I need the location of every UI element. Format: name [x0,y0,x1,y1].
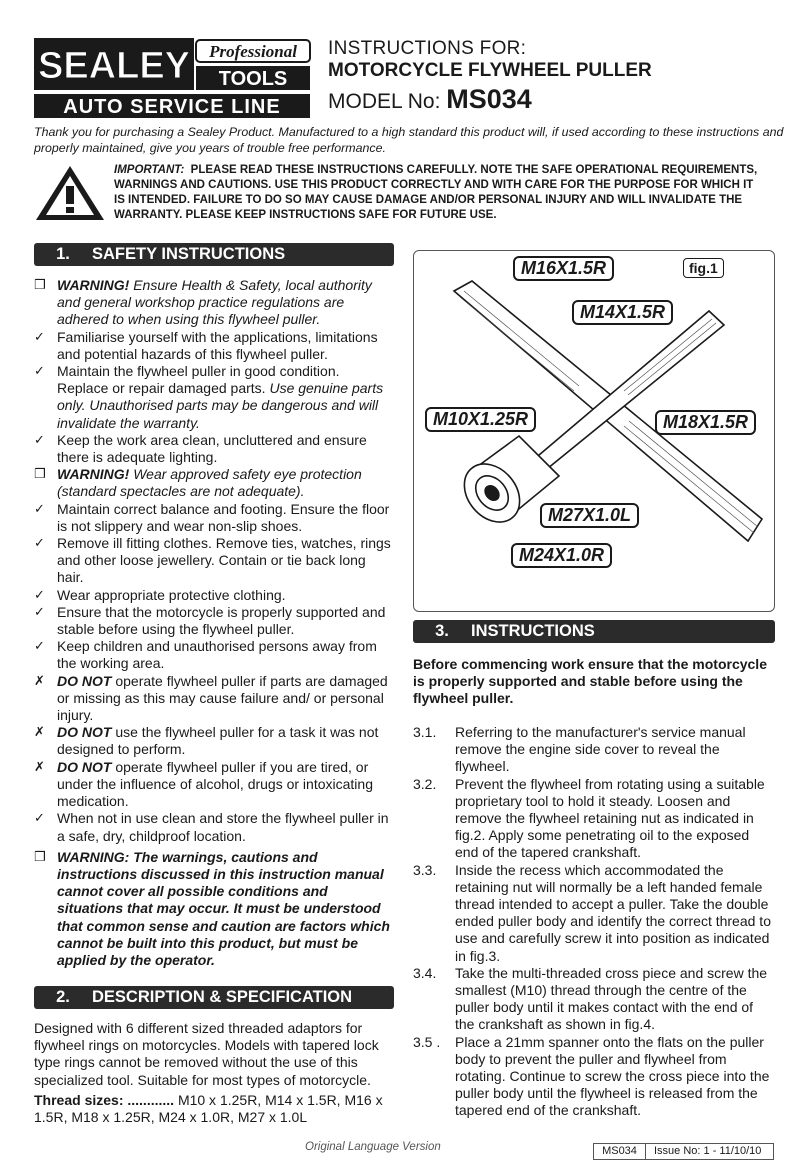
step-number: 3.2. [413,775,437,792]
brand-tools: TOOLS [218,68,288,90]
list-item [34,535,394,587]
instruction-step [413,1034,775,1120]
footer-issue: Issue No: 1 - 11/10/10 [654,1145,762,1157]
instruction-step [413,724,775,776]
thread-sizes-label: Thread sizes: ............ [34,1092,175,1108]
instructions-steps [413,724,775,1120]
item-text: Keep children and unauthorised persons away from the working area. [57,638,377,672]
item-text: Ensure Health & Safety, local authority and general workshop practice regulations are adhered to when using this flywheel puller. [57,277,372,328]
list-item [34,673,394,725]
item-text: When not in use clean and store the flywheel puller in a safe, dry, childproof location. [57,810,389,844]
warning-lead: DO NOT [57,672,112,689]
model-line [328,84,532,115]
warning-lead: DO NOT [57,758,112,775]
sealey-logo [34,38,312,120]
section-number: 1. [56,245,70,263]
step-text: Take the multi-threaded cross piece and screw the smallest (M10) thread through the centre of the puller body until it makes contact with the end of the crankshaft as shown in fig.4. [455,964,768,1033]
step-text: Referring to the manufacturer's service manual remove the engine side cover to reveal the flywheel. [455,724,746,775]
item-text: Maintain correct balance and footing. Ensure the floor is not slippery and wear non-slip shoes. [57,500,390,534]
model-number: MS034 [446,84,532,114]
thread-label-m24: M24X1.0R [511,543,612,568]
section-3-header [413,620,775,643]
item-text: Maintain the flywheel puller in good condition. Replace or repair damaged parts. [57,363,340,397]
checkmark-icon: ✓ [34,432,45,448]
list-item [34,501,394,535]
step-text: Inside the recess which accommodated the retaining nut will normally be a left handed female thread intended to accept a puller. Take the double ended puller body and identify the correct thread to use and carefully screw it into position as indicated in fig.3. [455,861,771,964]
section-title: SAFETY INSTRUCTIONS [92,245,286,263]
item-text: use the flywheel puller for a task it was not designed to perform. [57,724,379,758]
section-title: DESCRIPTION & SPECIFICATION [92,988,353,1006]
cross-icon: ✗ [34,673,45,689]
thread-label-m14: M14X1.5R [572,300,673,325]
item-text: operate flywheel puller if parts are damaged or missing as this may cause failure and/ or personal injury. [57,672,388,724]
checkbox-icon: ❒ [34,278,46,293]
item-text-italic: Use genuine parts only. Unauthorised parts may be dangerous and will invalidate the warranty. [57,380,384,431]
checkbox-icon: ❒ [34,467,46,483]
checkmark-icon: ✓ [34,811,45,827]
thanks-text: Thank you for purchasing a Sealey Product. Manufactured to a high standard this product will, if used according to these instructions and properly maintained, give you years of trouble free performance. [34,125,784,155]
item-text: operate flywheel puller if you are tired, or under the influence of alcohol, drugs or intoxicating medication. [57,758,373,810]
important-body: PLEASE READ THESE INSTRUCTIONS CAREFULLY. NOTE THE SAFE OPERATIONAL REQUIREMENTS, WARNINGS AND CAUTIONS. USE THIS PRODUCT CORRECTLY AND WITH CARE FOR THE PURPOSE FOR WHICH IT IS INTENDED. FAILURE TO DO SO MAY CAUSE DAMAGE AND/OR PERSONAL INJURY AND WILL INVALIDATE THE WARRANTY. PLEASE KEEP INSTRUCTIONS SAFE FOR FUTURE USE. [114,164,758,221]
item-text: Familiarise yourself with the applications, limitations and potential hazards of this flywheel puller. [57,328,378,362]
section-1-header [34,243,394,266]
thread-label-m10: M10X1.25R [425,407,536,432]
checkmark-icon: ✓ [34,364,45,380]
section-number: 2. [56,988,70,1006]
section-title: INSTRUCTIONS [471,622,595,640]
thread-sizes-text: M10 x 1.25R, M14 x 1.5R, M16 x 1.5R, M18 x 1.25R, M24 x 1.0R, M27 x 1.0L [34,1092,383,1126]
title-line-2: MOTORCYCLE FLYWHEEL PULLER [328,60,652,81]
figure-label: fig.1 [683,258,724,278]
list-item [34,277,394,329]
checkmark-icon: ✓ [34,639,45,655]
list-item [34,363,394,432]
thread-label-m18: M18X1.5R [655,410,756,435]
cross-icon: ✗ [34,759,45,775]
cross-icon: ✗ [34,725,45,741]
description-text: Designed with 6 different sized threaded adaptors for flywheel rings on motorcycles. Models with tapered lock type rings cannot be removed without the use of this specialized tool. Suitable for most types of motorcycle. [34,1020,379,1088]
checkmark-icon: ✓ [34,604,45,620]
warning-lead: WARNING! [57,277,130,293]
instructions-intro: Before commencing work ensure that the motorcycle is properly supported and stable before using the flywheel puller. [413,656,767,707]
list-item [34,466,394,500]
list-item [34,810,394,844]
important-lead: IMPORTANT: [114,164,185,176]
warning-lead: DO NOT [57,724,112,741]
list-item [34,724,394,758]
checkbox-icon: ❒ [34,849,46,865]
footer-issue-box [593,1143,774,1160]
list-item [34,432,394,466]
section-number: 3. [435,622,449,640]
list-item [34,604,394,638]
section-2-header [34,986,394,1009]
list-item [34,849,394,969]
item-text: Wear approved safety eye protection (standard spectacles are not adequate). [57,466,362,500]
step-number: 3.3. [413,861,437,878]
list-item [34,329,394,363]
footer-code: MS034 [594,1144,646,1159]
brand-line: AUTO SERVICE LINE [63,96,281,118]
instruction-step [413,862,775,965]
brand-professional: Professional [209,42,297,61]
item-text: Keep the work area clean, uncluttered and ensure there is adequate lighting. [57,431,367,466]
step-text: Prevent the flywheel from rotating using a suitable proprietary tool to hold it steady. Loosen and remove the flywheel retaining nut as indicated in fig.2. Apply some penetrating oil to the exposed end of the tapered crankshaft. [455,775,765,861]
item-text: Wear appropriate protective clothing. [57,586,286,603]
item-text: Remove ill fitting clothes. Remove ties, watches, rings and other loose jewellery. Contain or tie back long hair. [57,535,391,586]
warning-triangle-icon [34,164,106,222]
brand-name: SEALEY [37,45,191,87]
checkmark-icon: ✓ [34,587,45,603]
important-text [114,163,764,223]
item-text: WARNING: The warnings, cautions and instructions discussed in this instruction manual cannot cover all possible conditions and situations that may occur. It must be understood that common sense and caution are factors which cannot be built into this product, but must be applied by the operator. [57,848,390,968]
step-text: Place a 21mm spanner onto the flats on the puller body to prevent the puller and flywheel from rotating. Continue to screw the cross piece into the puller body until the flywheel is released from the tapered end of the crankshaft. [455,1033,770,1119]
model-label: MODEL No: [328,90,441,113]
title-line-1: INSTRUCTIONS FOR: [328,38,527,59]
step-number: 3.5 . [413,1033,441,1050]
thread-label-m16: M16X1.5R [513,256,614,281]
list-item [34,638,394,672]
important-notice [34,160,774,222]
footer-original-language: Original Language Version [305,1141,441,1153]
warning-lead: WARNING! [57,466,130,483]
checkmark-icon: ✓ [34,501,45,517]
safety-list [34,277,394,969]
step-number: 3.1. [413,724,437,740]
instruction-step [413,776,775,862]
item-text: Ensure that the motorcycle is properly supported and stable before using the flywheel puller. [57,603,386,638]
instruction-step [413,965,775,1034]
list-item [34,759,394,811]
list-item [34,587,394,604]
checkmark-icon: ✓ [34,329,45,345]
checkmark-icon: ✓ [34,536,45,552]
thread-sizes [34,1092,394,1126]
step-number: 3.4. [413,964,437,981]
thread-label-m27: M27X1.0L [540,503,639,528]
